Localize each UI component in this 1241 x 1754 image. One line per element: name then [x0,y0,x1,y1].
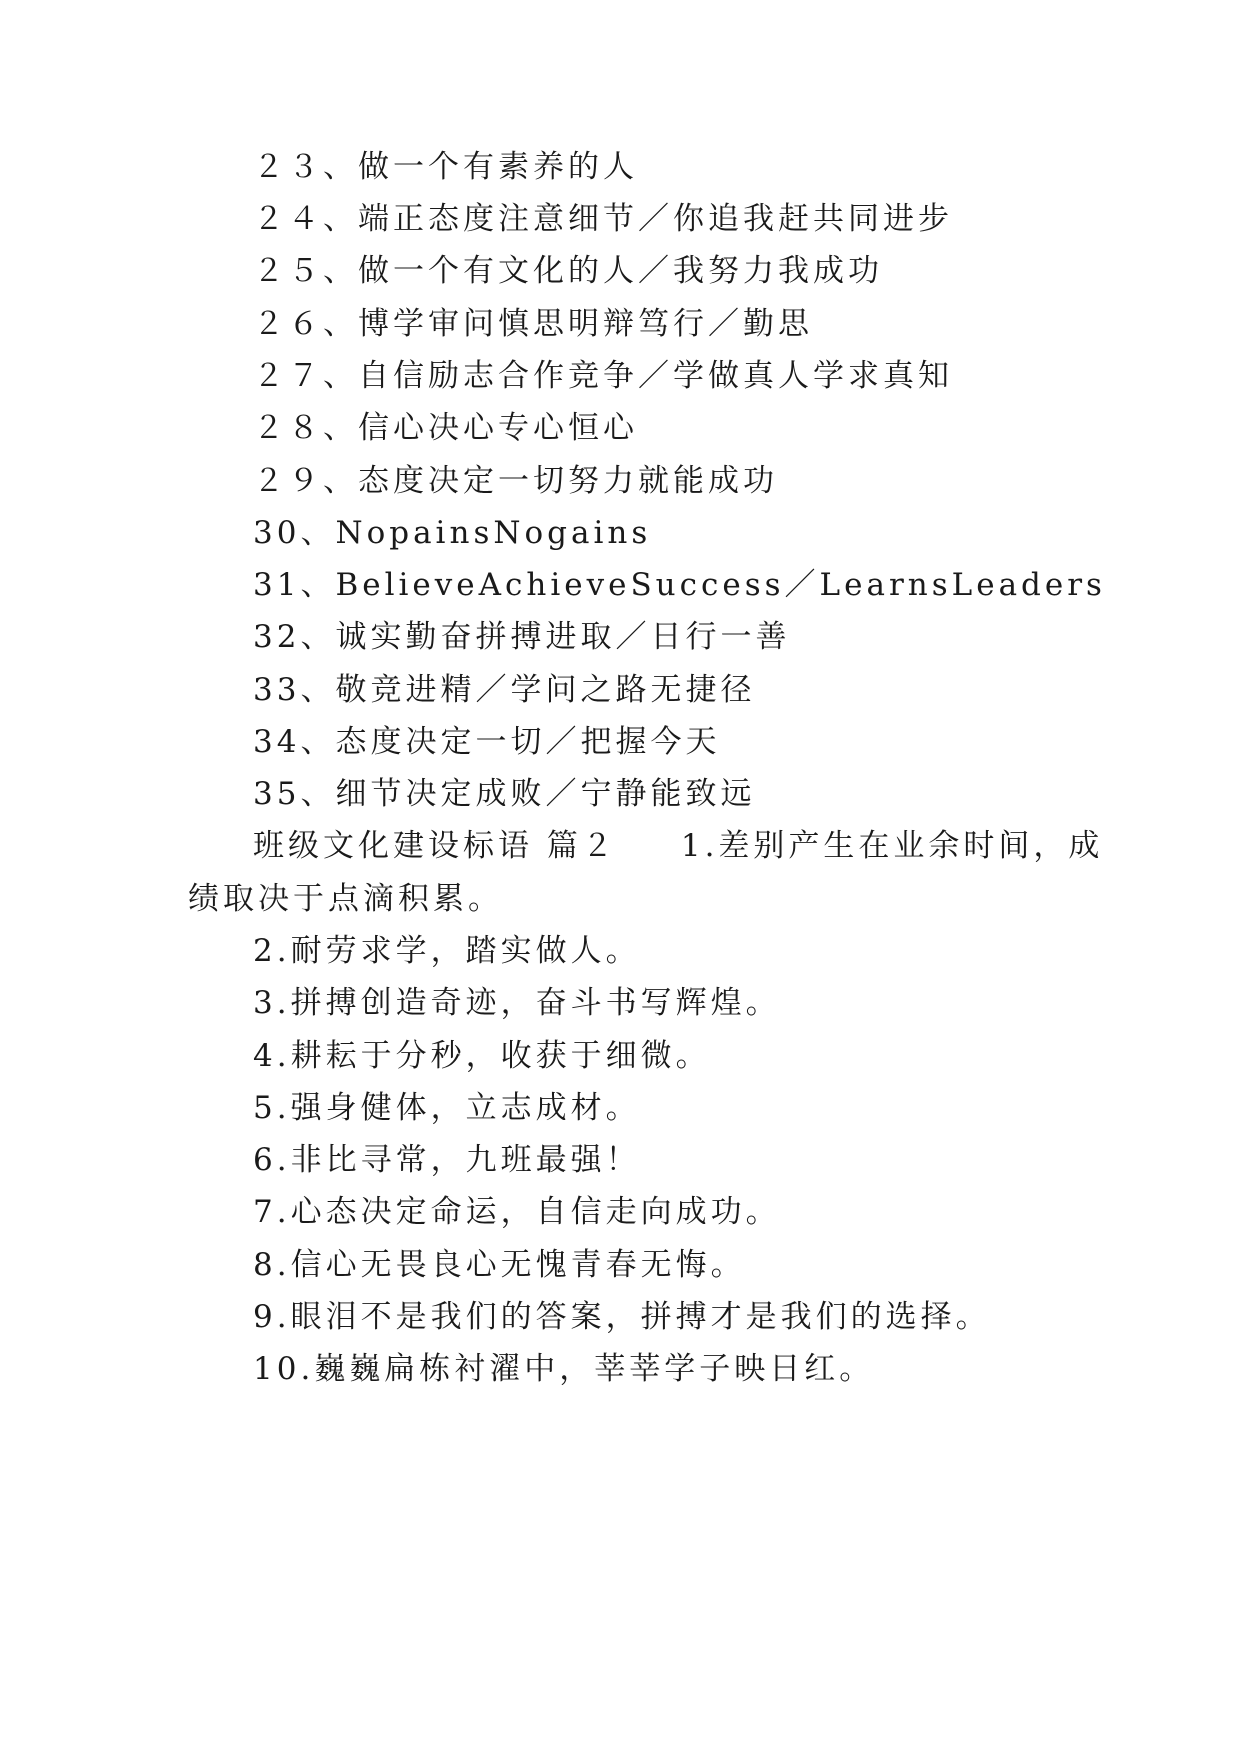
slogan-line: ２９、态度决定一切努力就能成功 [253,463,778,499]
slogan-line: ２６、博学审问慎思明辩笃行／勤思 [253,306,813,342]
list-item: 10.巍巍扁栋衬濯中，莘莘学子映日红。 [253,1351,875,1387]
list-item: 2.耐劳求学，踏实做人。 [253,933,641,969]
slogan-line: ２５、做一个有文化的人／我努力我成功 [253,253,883,289]
slogan-line: 31、BelieveAchieveSuccess／LearnsLeaders [253,567,1106,603]
section-heading-line [253,826,1103,866]
section-heading: 班级文化建设标语 篇２ [253,828,617,864]
slogan-line: 35、细节决定成败／宁静能致远 [253,776,756,812]
list-item: 8.信心无畏良心无愧青春无悔。 [253,1247,746,1283]
slogan-line: 30、NopainsNogains [253,515,652,551]
slogan-line: ２８、信心决心专心恒心 [253,410,638,446]
slogan-line: ２３、做一个有素养的人 [253,149,638,185]
slogan-line: ２７、自信励志合作竞争／学做真人学求真知 [253,358,953,394]
list-item: 4.耕耘于分秒，收获于细微。 [253,1038,711,1074]
list-item: 3.拼搏创造奇迹，奋斗书写辉煌。 [253,985,781,1021]
slogan-line: 34、态度决定一切／把握今天 [253,724,721,760]
slogan-line: ２４、端正态度注意细节／你追我赶共同进步 [253,201,953,237]
slogan-line: 32、诚实勤奋拼搏进取／日行一善 [253,619,791,655]
list-item: 6.非比寻常，九班最强！ [253,1142,641,1178]
section-first-item-continuation: 绩取决于点滴积累。 [188,881,503,917]
slogan-line: 33、敬竞进精／学问之路无捷径 [253,672,756,708]
list-item: 9.眼泪不是我们的答案，拼搏才是我们的选择。 [253,1299,991,1335]
list-item: 5.强身健体，立志成材。 [253,1090,641,1126]
section-first-item: 1.差别产生在业余时间，成 [680,828,1104,864]
list-item: 7.心态决定命运，自信走向成功。 [253,1194,781,1230]
